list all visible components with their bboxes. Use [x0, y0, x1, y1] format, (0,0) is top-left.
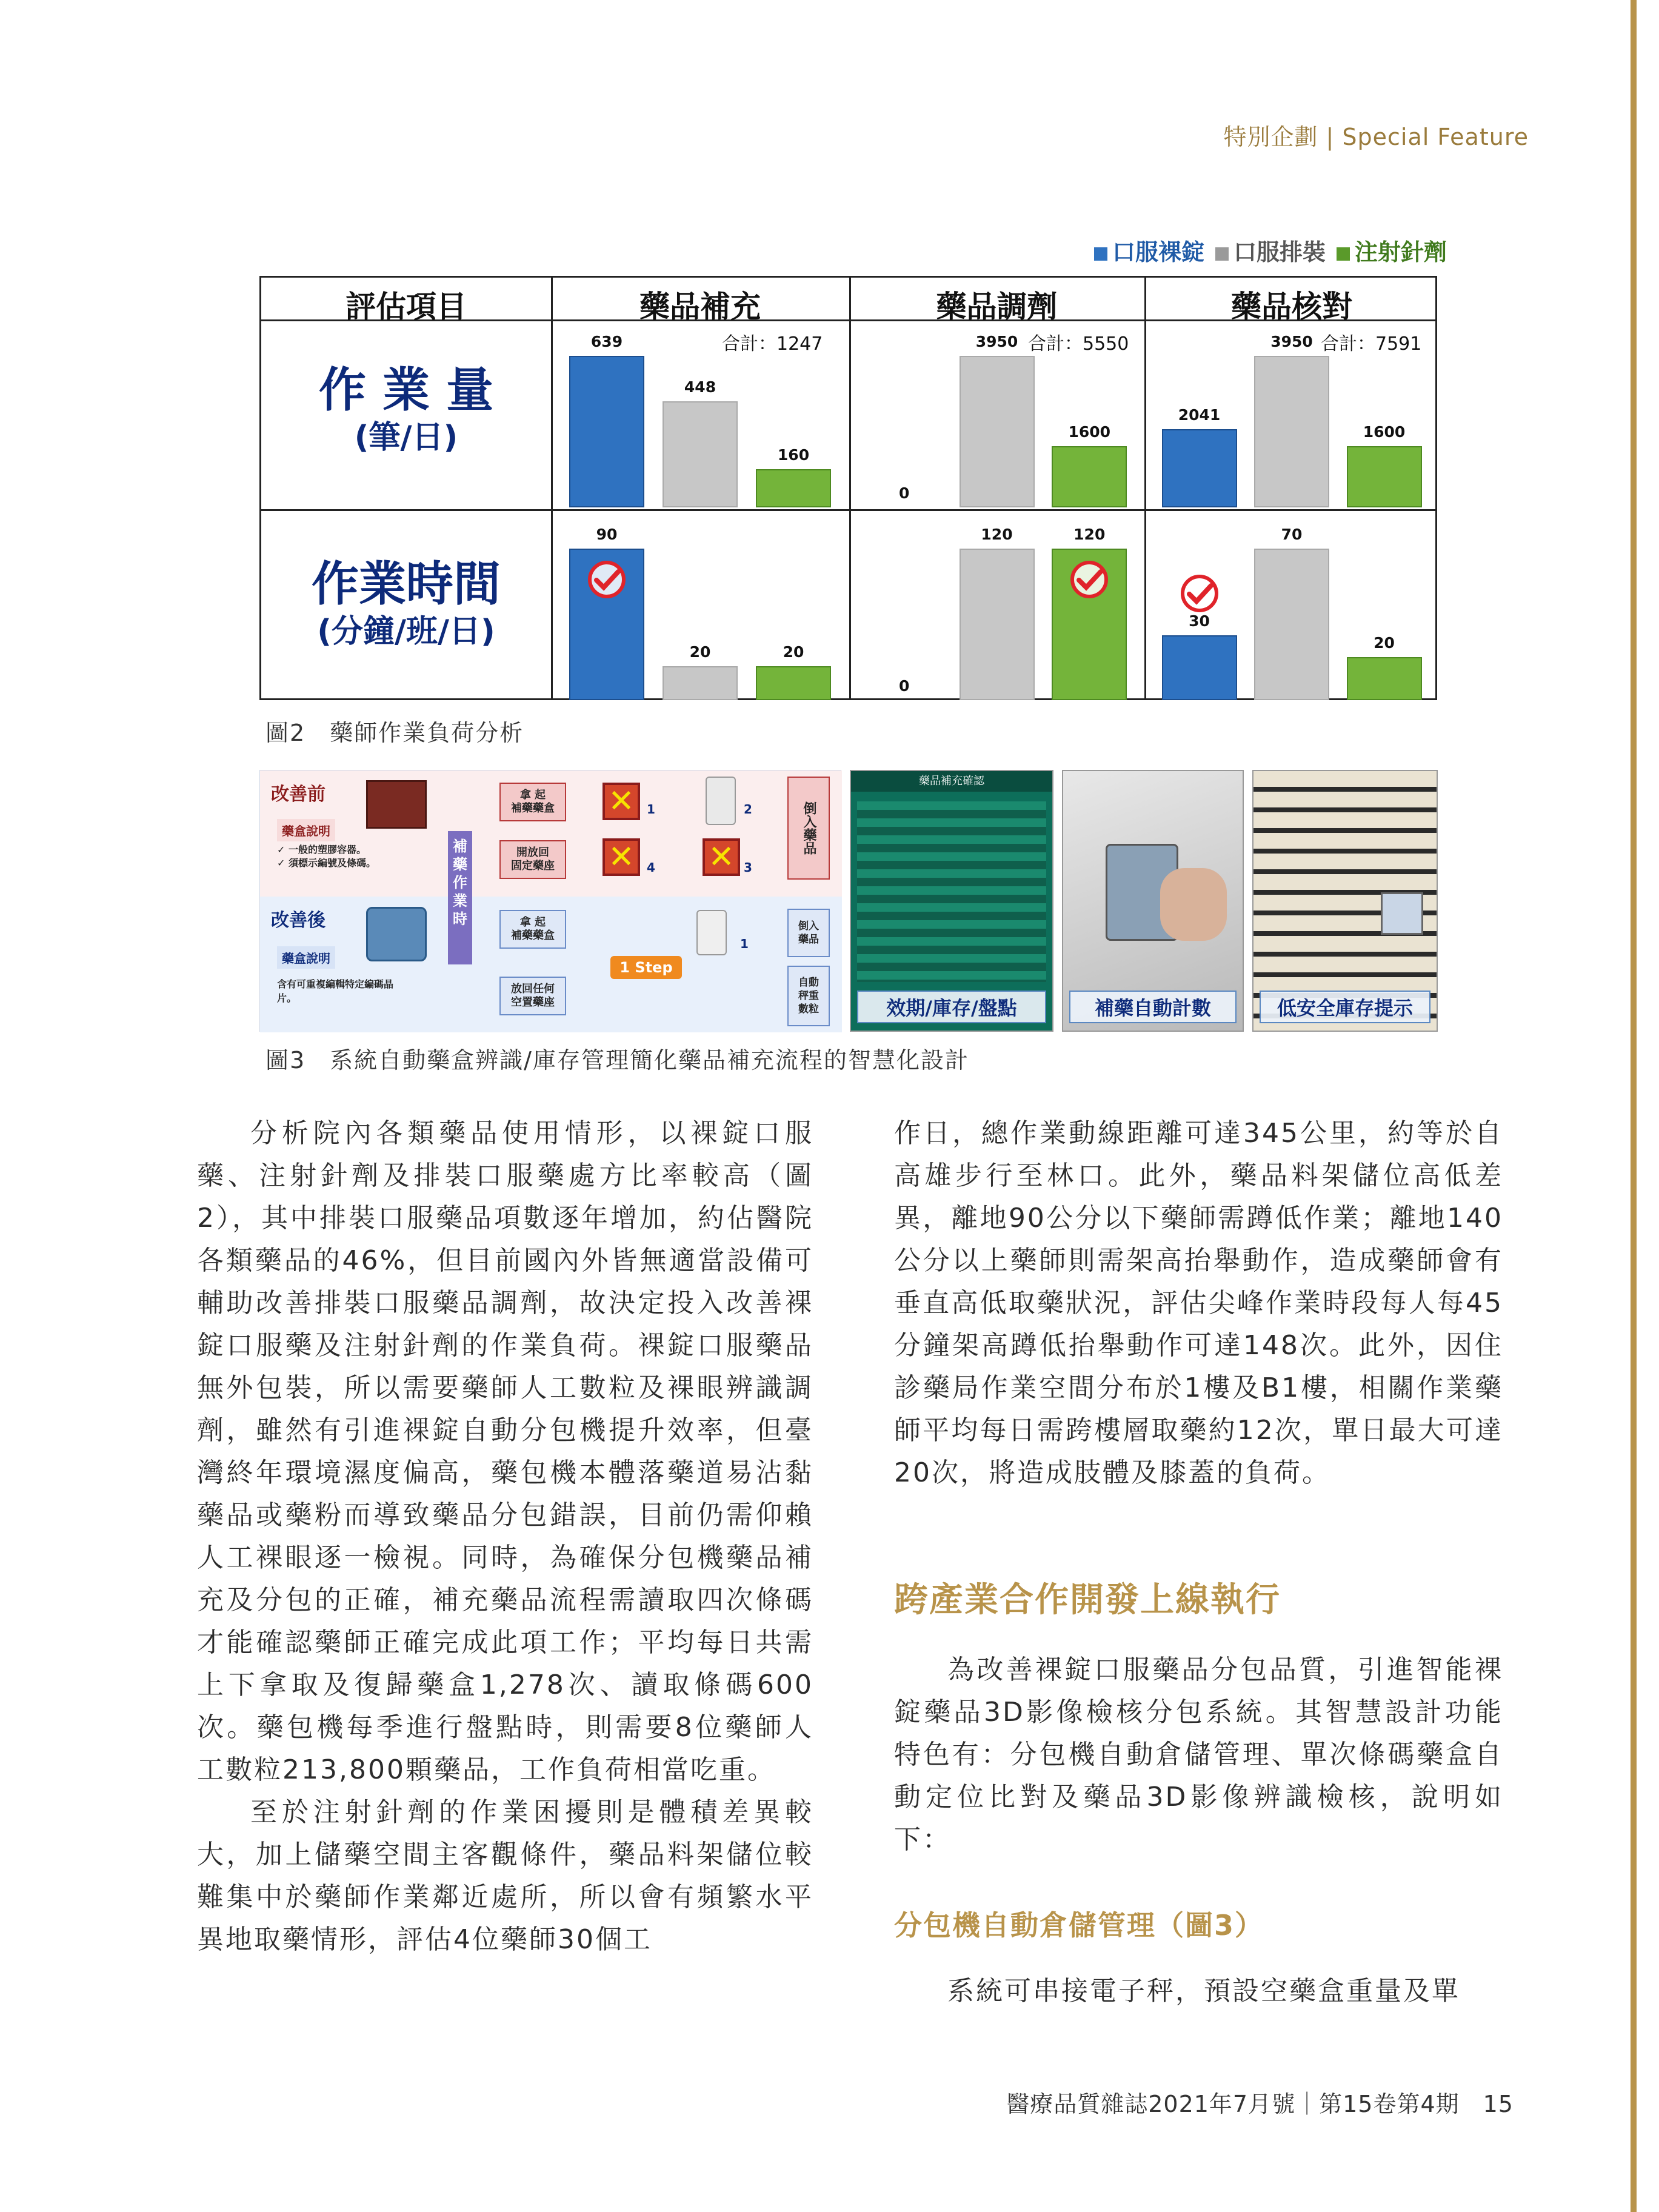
replenish-vertical-label: 補藥作業時 [448, 831, 472, 964]
hand-shape [1160, 868, 1227, 941]
bar-time-blister-1 [960, 549, 1035, 700]
safety-stock-photo [1252, 770, 1438, 1032]
value-label-workload-tablet-0: 639 [590, 333, 623, 350]
step-return-fixed-before: 開放回 固定藥座 [499, 840, 566, 879]
bar-workload-blister-0 [663, 401, 738, 507]
step-return-any-after: 放回任何 空置藥座 [499, 977, 566, 1015]
gold-edge-bar [1631, 0, 1637, 2212]
bar-time-injection-2 [1347, 657, 1422, 700]
auto-count-photo [1062, 770, 1244, 1032]
value-label-time-tablet-0: 90 [596, 526, 618, 543]
col-divider-1 [551, 278, 553, 698]
row-label-workload-unit: (筆/日) [354, 419, 458, 456]
legend-item-blister: 口服排裝 [1215, 233, 1326, 267]
left-paragraph-2: 至於注射針劑的作業困擾則是體積差異較大，加上儲藥空間主客觀條件，藥品料架儲位較難集中於藥師作業鄰近處所，所以會有頻繁水平異地取藥情形，評估4位藥師30個工 [197, 1797, 813, 1955]
after-label: 改善後 [271, 910, 325, 931]
value-label-workload-blister-2: 3950 [1270, 333, 1313, 350]
right-paragraph-3: 系統可串接電子秤，預設空藥盒重量及單 [947, 1976, 1460, 2007]
value-label-workload-injection-2: 1600 [1363, 423, 1406, 441]
after-box-title: 藥盒說明 [277, 946, 335, 969]
bar-time-blister-0 [663, 666, 738, 700]
header-evaluation-item: 評估項目 [345, 289, 467, 324]
before-note-2: ✓ 須標示編號及條碼。 [277, 857, 376, 869]
step-number-after: 1 [740, 937, 749, 951]
medicine-bottle-icon [706, 777, 736, 825]
col-divider-3 [1144, 278, 1146, 698]
cabinet-screen [1381, 892, 1423, 935]
value-label-workload-injection-1: 1600 [1068, 423, 1111, 441]
bar-workload-blister-1 [960, 356, 1035, 507]
left-paragraph-1: 分析院內各類藥品使用情形，以裸錠口服藥、注射針劑及排裝口服藥處方比率較高（圖2），其中排裝口服藥品項數逐年增加，約佔醫院各類藥品的46%，但目前國內外皆無適當設備可輔助改善排裝口服藥品調劑，故決定投入改善裸錠口服藥及注射針劑的作業負荷。裸錠口服藥品無外包裝，所以需要藥師人工數粒及裸眼辨識調劑，雖然有引進裸錠自動分包機提升效率，但臺灣終年環境濕度偏高，藥包機本體落藥道易沾黏藥品或藥粉而導致藥品分包錯誤，目前仍需仰賴人工裸眼逐一檢視。同時，為確保分包機藥品補充及分包的正確，補充藥品流程需讀取四次條碼才能確認藥師正確完成此項工作；平均每日共需上下拿取及復歸藥盒1,278次、讀取條碼600次。藥包機每季進行盤點時，則需要8位藥師人工數粒213,800顆藥品，工作負荷相當吃重。 [197, 1118, 813, 1785]
screen-table [857, 801, 1046, 982]
right-column-continuation [894, 1112, 1503, 1494]
step-pour-after: 倒入 藥品 [787, 909, 830, 957]
total-replenish: 合計：1247 [722, 333, 823, 355]
value-label-time-injection-1: 120 [1073, 526, 1106, 543]
bar-workload-blister-2 [1254, 356, 1329, 507]
before-box-title: 藥盒說明 [277, 819, 335, 841]
replenish-flow-diagram [259, 770, 841, 1032]
total-dispense: 合計：5550 [1028, 333, 1129, 355]
before-label: 改善前 [271, 784, 325, 805]
bar-workload-injection-2 [1347, 446, 1422, 507]
after-note: 含有可重複編輯特定編碼晶片。 [277, 978, 394, 1004]
value-label-workload-blister-0: 448 [684, 378, 716, 396]
step-number-2: 2 [744, 802, 752, 817]
header-verify: 藥品核對 [1231, 289, 1352, 324]
bar-workload-injection-0 [756, 469, 831, 507]
step-error-icon-1: ✕ [603, 783, 640, 820]
row-divider [261, 509, 1435, 511]
value-label-workload-injection-0: 160 [777, 446, 810, 464]
row-label-time-title: 作業時間 [311, 557, 501, 612]
step-pick-box-after: 拿 起 補藥藥盒 [499, 910, 566, 949]
right-column-para3 [894, 1970, 1503, 2013]
row-label-workload-title: 作 業 量 [318, 363, 494, 418]
bar-time-injection-0 [756, 666, 831, 700]
inventory-screen-photo [850, 770, 1053, 1032]
row-label-workload [261, 363, 551, 457]
value-label-time-injection-0: 20 [783, 643, 804, 661]
checkmark-icon [1181, 575, 1218, 612]
section-heading: 跨產業合作開發上線執行 [894, 1580, 1281, 1620]
legend-item-tablet: 口服裸錠 [1094, 233, 1204, 267]
one-step-badge: 1 Step [610, 956, 682, 979]
chip-container-icon [366, 907, 427, 961]
before-note-1: ✓ 一般的塑膠容器。 [277, 844, 366, 855]
right-paragraph-1: 作日，總作業動線距離可達345公里，約等於自高雄步行至林口。此外，藥品料架儲位高低差異，離地90公分以下藥師需蹲低作業；離地140公分以上藥師則需架高抬舉動作，造成藥師會有垂直高低取藥狀況，評估尖峰作業時段每人每45分鐘架高蹲低抬舉動作可達148次。此外，因住診藥局作業空間分布於1樓及B1樓，相關作業藥師平均每日需跨樓層取藥約12次，單日最大可達20次，將造成肢體及膝蓋的負荷。 [894, 1118, 1503, 1488]
value-label-workload-blister-1: 3950 [975, 333, 1018, 350]
subsection-heading: 分包機自動倉儲管理（圖3） [894, 1909, 1264, 1942]
checkmark-icon [1070, 561, 1108, 598]
value-label-time-tablet-2: 30 [1189, 612, 1210, 630]
value-label-workload-tablet-2: 2041 [1178, 406, 1221, 424]
figure3-caption: 圖3 系統自動藥盒辨識/庫存管理簡化藥品補充流程的智慧化設計 [265, 1047, 969, 1074]
figure2-caption: 圖2 藥師作業負荷分析 [265, 720, 524, 746]
header-dispense: 藥品調劑 [936, 289, 1058, 324]
value-label-time-tablet-1: 0 [899, 677, 910, 695]
step-error-icon-4: ✕ [603, 838, 640, 876]
step-pour-before: 倒入藥品 [787, 777, 830, 880]
value-label-workload-tablet-1: 0 [899, 484, 910, 502]
photo-label-expiry: 效期/庫存/盤點 [857, 991, 1046, 1023]
bar-workload-injection-1 [1052, 446, 1127, 507]
total-verify: 合計：7591 [1321, 333, 1422, 355]
right-paragraph-2: 為改善裸錠口服藥品分包品質，引進智能裸錠藥品3D影像檢核分包系統。其智慧設計功能特色有：分包機自動倉儲管理、單次條碼藥盒自動定位比對及藥品3D影像辨識檢核，說明如下： [894, 1654, 1503, 1855]
bar-workload-tablet-0 [569, 356, 644, 507]
chart-legend [1094, 233, 1447, 267]
photo-label-autocount: 補藥自動計數 [1069, 991, 1237, 1023]
step-pick-box-before: 拿 起 補藥藥盒 [499, 783, 566, 821]
photo-label-low-stock: 低安全庫存提示 [1260, 991, 1430, 1023]
bar-time-tablet-2 [1162, 635, 1237, 700]
medicine-bottle-icon-after [696, 910, 727, 955]
step-number-3: 3 [744, 860, 752, 875]
value-label-time-injection-2: 20 [1374, 634, 1395, 652]
page-footer: 醫療品質雜誌2021年7月號｜第15卷第4期 15 [1006, 2091, 1514, 2117]
step-number-4: 4 [647, 860, 655, 875]
step-number-1: 1 [647, 802, 655, 817]
step-error-icon-3: ✕ [703, 838, 740, 876]
screen-title: 藥品補充確認 [851, 771, 1052, 792]
value-label-time-blister-2: 70 [1281, 526, 1303, 543]
row-label-time [261, 556, 551, 651]
value-label-time-blister-1: 120 [981, 526, 1013, 543]
bar-workload-tablet-2 [1162, 429, 1237, 507]
workload-analysis-chart [259, 276, 1437, 700]
header-replenish: 藥品補充 [639, 289, 761, 324]
right-column-para2 [894, 1649, 1503, 1861]
legend-item-injection: 注射針劑 [1337, 233, 1447, 267]
col-divider-2 [849, 278, 851, 698]
checkmark-icon [588, 561, 626, 598]
plastic-container-icon [366, 780, 427, 829]
left-column [197, 1112, 813, 1961]
row-label-time-unit: (分鐘/班/日) [317, 613, 495, 650]
step-auto-weigh-after: 自動 秤重 數粒 [787, 966, 830, 1026]
section-header: 特別企劃 | Special Feature [1223, 124, 1529, 150]
bar-time-blister-2 [1254, 549, 1329, 700]
value-label-time-blister-0: 20 [689, 643, 711, 661]
